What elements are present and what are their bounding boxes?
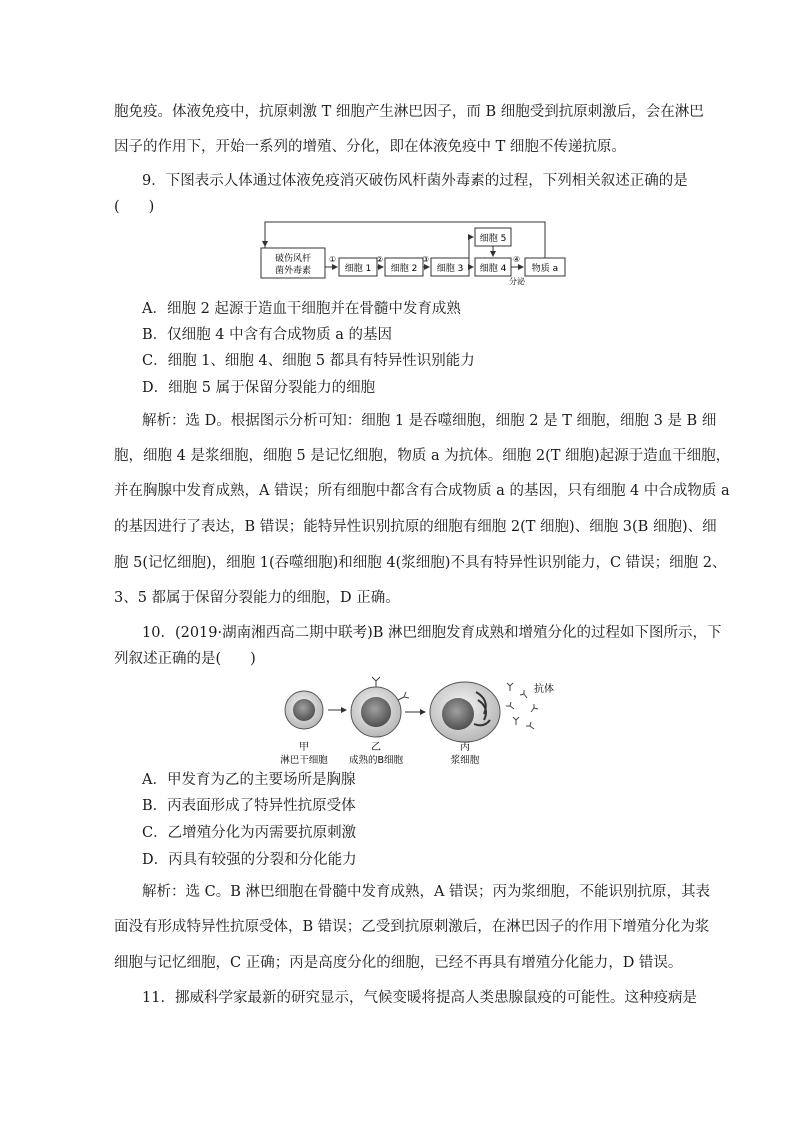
question-10-analysis-line: 面没有形成特异性抗原受体，B 错误；乙受到抗原刺激后，在淋巴因子的作用下增殖分化为浆 bbox=[114, 919, 710, 935]
question-10-option-a: A．甲发育为乙的主要场所是胸腺 bbox=[142, 772, 356, 788]
cell3-label: 细胞 3 bbox=[436, 264, 464, 274]
question-9-option-c: C．细胞 1、细胞 4、细胞 5 都具有特异性识别能力 bbox=[142, 353, 475, 369]
question-9-analysis-line: 胞 5(记忆细胞)，细胞 1(吞噬细胞)和细胞 4(浆细胞)不具有特异性识别能力，C 错误；细胞 2、 bbox=[114, 555, 727, 571]
toxin-label-1: 破伤风杆 bbox=[274, 254, 312, 264]
question-9-option-d: D．细胞 5 属于保留分裂能力的细胞 bbox=[142, 380, 376, 396]
question-10-option-c: C．乙增殖分化为丙需要抗原刺激 bbox=[142, 825, 357, 841]
question-10-analysis-line: 细胞与记忆细胞，C 正确；丙是高度分化的细胞，已经不再具有增殖分化能力，D 错误。 bbox=[114, 955, 683, 971]
question-9-analysis-line: 胞，细胞 4 是浆细胞，细胞 5 是记忆细胞，物质 a 为抗体。细胞 2(T 细胞)起源于造血干细胞， bbox=[114, 448, 731, 464]
question-9-option-a: A．细胞 2 起源于造血干细胞并在骨髓中发育成熟 bbox=[142, 301, 461, 317]
cell1-label: 细胞 1 bbox=[344, 264, 372, 274]
cell2-label: 细胞 2 bbox=[390, 264, 418, 274]
label-yi: 乙 bbox=[371, 742, 381, 753]
step-1-label: ① bbox=[329, 255, 337, 264]
cell5-label: 细胞 5 bbox=[479, 234, 507, 244]
label-bing-sub: 浆细胞 bbox=[450, 755, 480, 766]
b-cell-development-diagram bbox=[278, 674, 568, 766]
question-9-analysis-line: 并在胸腺中发育成熟，A 错误；所有细胞中都含有合成物质 a 的基因，只有细胞 4 中合成物质 a bbox=[114, 483, 730, 499]
step-2-label: ② bbox=[376, 255, 384, 264]
substance-label: 物质 a bbox=[531, 264, 559, 274]
paragraph-line: 胞免疫。体液免疫中，抗原刺激 T 细胞产生淋巴因子，而 B 细胞受到抗原刺激后，会在淋巴 bbox=[114, 104, 704, 120]
cell4-label: 细胞 4 bbox=[479, 264, 507, 274]
question-11-stem: 11．挪威科学家最新的研究显示，气候变暖将提高人类患腺鼠疫的可能性。这种疫病是 bbox=[142, 990, 697, 1006]
question-9-analysis-line: 解析：选 D。根据图示分析可知：细胞 1 是吞噬细胞，细胞 2 是 T 细胞，细胞 3 是 B 细 bbox=[142, 413, 717, 429]
paragraph-line: 因子的作用下，开始一系列的增殖、分化，即在体液免疫中 T 细胞不传递抗原。 bbox=[114, 139, 626, 155]
question-9-option-b: B．仅细胞 4 中含有合成物质 a 的基因 bbox=[142, 327, 392, 343]
label-yi-sub: 成熟的B细胞 bbox=[348, 755, 404, 766]
step-3-label: ③ bbox=[422, 255, 430, 264]
question-10-analysis-line: 解析：选 C。B 淋巴细胞在骨髓中发育成熟，A 错误；丙为浆细胞，不能识别抗原，其表 bbox=[142, 884, 711, 900]
antibody-label: 抗体 bbox=[534, 684, 554, 695]
humoral-immunity-diagram bbox=[255, 218, 575, 288]
secrete-label: 分泌 bbox=[509, 277, 525, 286]
label-jia: 甲 bbox=[299, 742, 309, 753]
question-10-stem: 10．(2019·湖南湘西高二期中联考)B 淋巴细胞发育成熟和增殖分化的过程如下图所示，下 bbox=[142, 625, 722, 641]
question-9-analysis-line: 的基因进行了表达，B 错误；能特异性识别抗原的细胞有细胞 2(T 细胞)、细胞 3(B 细胞)、细 bbox=[114, 519, 717, 535]
question-9-stem: 9．下图表示人体通过体液免疫消灭破伤风杆菌外毒素的过程，下列相关叙述正确的是 bbox=[142, 173, 688, 189]
question-10-stem: 列叙述正确的是( ) bbox=[114, 651, 256, 667]
question-10-option-b: B．丙表面形成了特异性抗原受体 bbox=[142, 798, 356, 814]
label-bing: 丙 bbox=[460, 742, 470, 753]
toxin-label-2: 菌外毒素 bbox=[274, 266, 312, 276]
question-10-option-d: D．丙具有较强的分裂和分化能力 bbox=[142, 852, 357, 868]
question-9-answer-paren: ( ) bbox=[114, 199, 155, 215]
question-9-analysis-line: 3、5 都属于保留分裂能力的细胞，D 正确。 bbox=[114, 590, 400, 606]
step-4-label: ④ bbox=[513, 255, 521, 264]
label-jia-sub: 淋巴干细胞 bbox=[280, 755, 328, 766]
